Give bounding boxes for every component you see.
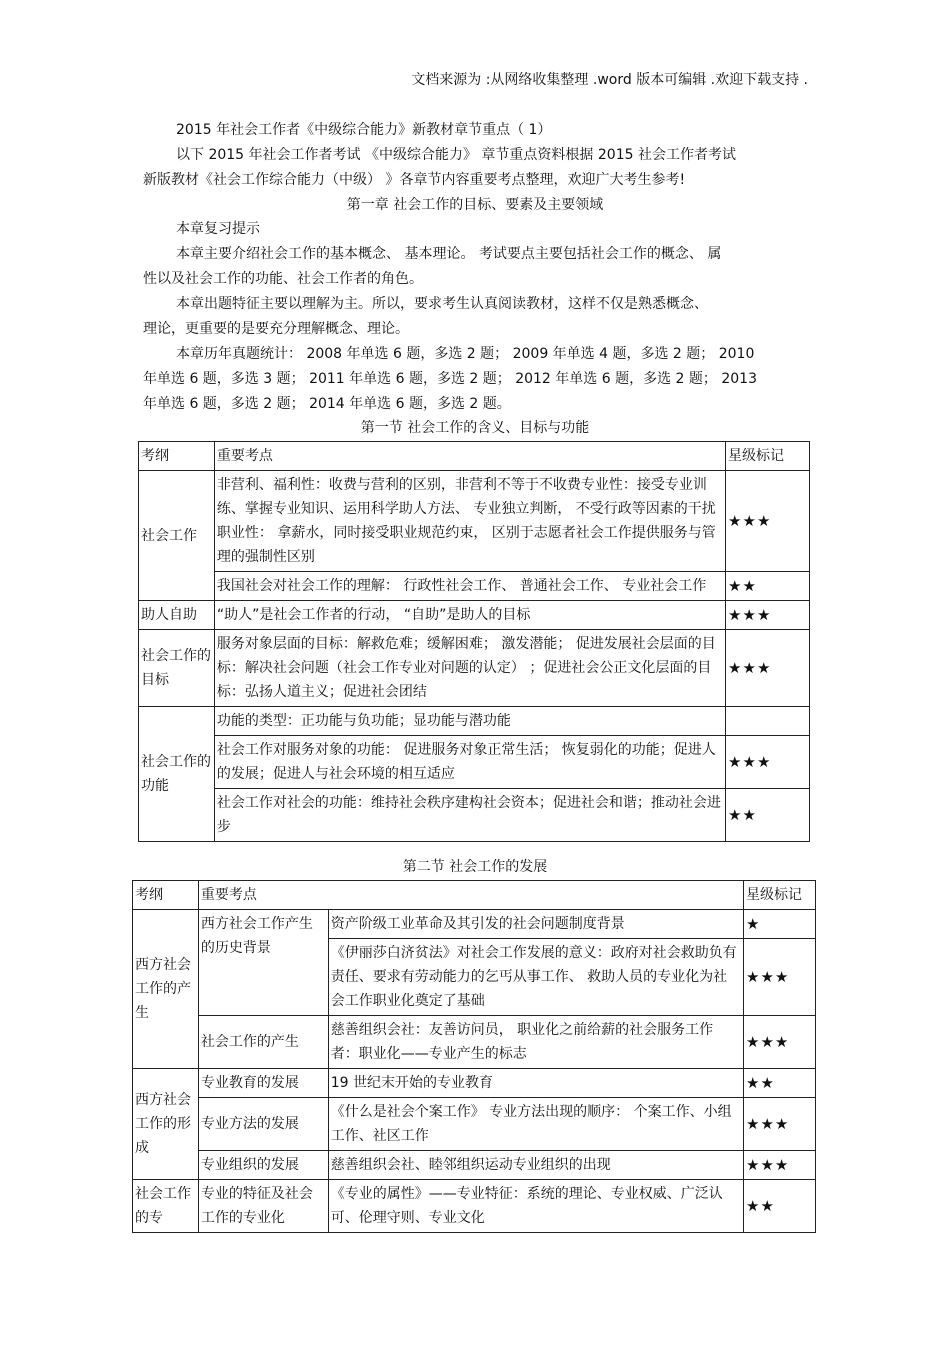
table-row (139, 471, 810, 572)
table-row (133, 910, 816, 939)
table-row (133, 1016, 816, 1069)
key-point-cell: 服务对象层面的目标：解救危难；缓解困难； 激发潜能； 促进发展社会层面的目标：解决社会问题（社会工作专业对问题的认定） ；促进社会公正文化层面的目标：弘扬人道主义；促进社会团结 (214, 630, 725, 707)
table-row (133, 1069, 816, 1098)
star-rating: ★★ (744, 1069, 816, 1098)
column-header: 考纲 (133, 881, 199, 910)
star-rating: ★★★ (744, 1151, 816, 1180)
section-1-title: 第一节 社会工作的含义、目标与功能 (360, 420, 590, 436)
key-point-cell: “助人”是社会工作者的行动， “自助”是助人的目标 (214, 601, 725, 630)
topic-cell: 西方社会工作的形成 (133, 1069, 199, 1180)
stats-line-3: 年单选 6 题，多选 2 题； 2014 年单选 6 题，多选 2 题。 (143, 396, 511, 412)
subtopic-cell: 专业教育的发展 (198, 1069, 328, 1098)
section-1-table (138, 441, 810, 842)
star-rating: ★ (744, 910, 816, 939)
star-rating: ★★ (726, 789, 810, 842)
column-header: 星级标记 (726, 442, 810, 471)
table-header-row (139, 442, 810, 471)
subtopic-cell: 专业方法的发展 (198, 1098, 328, 1151)
table-row (139, 789, 810, 842)
paragraph-2-line-2: 理论，更重要的是要充分理解概念、理论。 (143, 321, 409, 337)
section-2-table (132, 880, 816, 1233)
table-row (133, 1151, 816, 1180)
table-row (139, 572, 810, 601)
subtopic-cell: 西方社会工作产生的历史背景 (198, 910, 328, 1016)
table-row (139, 601, 810, 630)
intro-line-2: 新版教材《社会工作综合能力（中级） 》各章节内容重要考点整理，欢迎广大考生参考! (143, 172, 686, 188)
key-point-cell: 功能的类型：正功能与负功能；显功能与潜功能 (214, 707, 725, 736)
intro-line-1: 以下 2015 年社会工作者考试 《中级综合能力》 章节重点资料根据 2015 社会工作者考试 (176, 147, 736, 163)
source-note: 文档来源为 :从网络收集整理 .word 版本可编辑 .欢迎下载支持 . (411, 72, 808, 88)
column-header: 星级标记 (744, 881, 816, 910)
topic-cell: 社会工作 (139, 471, 215, 601)
table-row (133, 1180, 816, 1233)
key-point-cell: 我国社会对社会工作的理解： 行政性社会工作、 普通社会工作、 专业社会工作 (214, 572, 725, 601)
chapter-title: 第一章 社会工作的目标、要素及主要领域 (346, 197, 604, 213)
star-rating: ★★★ (726, 630, 810, 707)
key-point-cell: 《专业的属性》——专业特征：系统的理论、专业权威、广泛认可、伦理守则、专业文化 (328, 1180, 743, 1233)
key-point-cell: 社会工作对服务对象的功能： 促进服务对象正常生活； 恢复弱化的功能；促进人的发展；促进人与社会环境的相互适应 (214, 736, 725, 789)
topic-cell: 西方社会工作的产生 (133, 910, 199, 1069)
star-rating: ★★★ (744, 1016, 816, 1069)
review-heading: 本章复习提示 (176, 221, 260, 237)
star-rating: ★★★ (726, 601, 810, 630)
key-point-cell: 社会工作对社会的功能：维持社会秩序建构社会资本；促进社会和谐；推动社会进步 (214, 789, 725, 842)
key-point-cell: 19 世纪末开始的专业教育 (328, 1069, 743, 1098)
key-point-cell: 《什么是社会个案工作》 专业方法出现的顺序： 个案工作、小组工作、社区工作 (328, 1098, 743, 1151)
star-rating: ★★★ (744, 939, 816, 1016)
table-row (133, 1098, 816, 1151)
paragraph-2-line-1: 本章出题特征主要以理解为主。所以，要求考生认真阅读教材，这样不仅是熟悉概念、 (176, 296, 708, 312)
key-point-cell: 资产阶级工业革命及其引发的社会问题制度背景 (328, 910, 743, 939)
column-header: 考纲 (139, 442, 215, 471)
subtopic-cell: 社会工作的产生 (198, 1016, 328, 1069)
topic-cell: 助人自助 (139, 601, 215, 630)
stats-line-1: 本章历年真题统计： 2008 年单选 6 题，多选 2 题； 2009 年单选 4 题，多选 2 题； 2010 (176, 346, 755, 362)
key-point-cell: 慈善组织会社、睦邻组织运动专业组织的出现 (328, 1151, 743, 1180)
document-title: 2015 年社会工作者《中级综合能力》新教材章节重点（ 1） (176, 122, 552, 138)
topic-cell: 社会工作的功能 (139, 707, 215, 842)
star-rating: ★★★ (726, 471, 810, 572)
paragraph-1-line-2: 性以及社会工作的功能、社会工作者的角色。 (143, 271, 423, 287)
star-rating: ★★★ (744, 1098, 816, 1151)
table-row (139, 630, 810, 707)
stats-line-2: 年单选 6 题，多选 3 题； 2011 年单选 6 题，多选 2 题； 2012 年单选 6 题，多选 2 题； 2013 (143, 371, 757, 387)
section-2-title: 第二节 社会工作的发展 (402, 859, 548, 875)
subtopic-cell: 专业组织的发展 (198, 1151, 328, 1180)
key-point-cell: 慈善组织会社：友善访问员， 职业化之前给薪的社会服务工作者：职业化——专业产生的标志 (328, 1016, 743, 1069)
key-point-cell: 《伊丽莎白济贫法》对社会工作发展的意义：政府对社会救助负有责任、要求有劳动能力的乞丐从事工作、 救助人员的专业化为社会工作职业化奠定了基础 (328, 939, 743, 1016)
star-rating: ★★ (744, 1180, 816, 1233)
table-row (139, 707, 810, 736)
table-row (139, 736, 810, 789)
key-point-cell: 非营利、福利性：收费与营利的区别，非营利不等于不收费专业性：接受专业训练、掌握专业知识、运用科学助人方法、 专业独立判断， 不受行政等因素的干扰职业性： 拿薪水，同时接受职业规范约束， 区别于志愿者社会工作提供服务与管理的强制性区别 (214, 471, 725, 572)
paragraph-1-line-1: 本章主要介绍社会工作的基本概念、 基本理论。 考试要点主要包括社会工作的概念、 属 (176, 246, 722, 262)
column-header: 重要考点 (214, 442, 725, 471)
star-rating (726, 707, 810, 736)
table-header-row (133, 881, 816, 910)
topic-cell: 社会工作的目标 (139, 630, 215, 707)
star-rating: ★★★ (726, 736, 810, 789)
subtopic-cell: 专业的特征及社会工作的专业化 (198, 1180, 328, 1233)
star-rating: ★★ (726, 572, 810, 601)
topic-cell: 社会工作的专 (133, 1180, 199, 1233)
column-header: 重要考点 (198, 881, 743, 910)
